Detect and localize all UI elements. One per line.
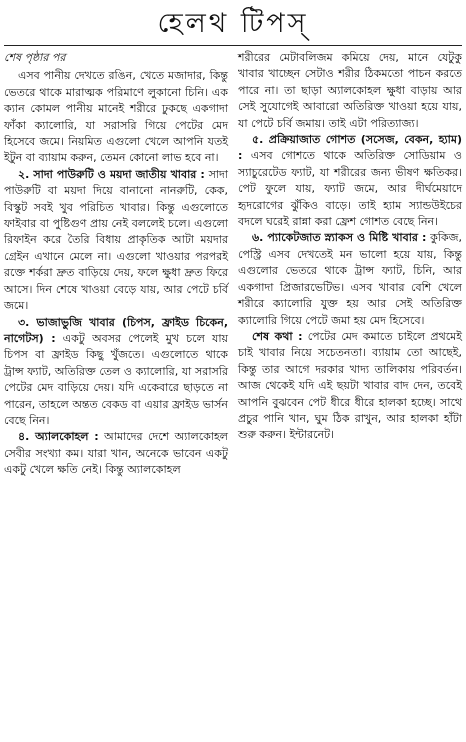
continued-text: শরীরের মেটাবলিজম কমিয়ে দেয়, মানে যেটুকু খাবার খাচ্ছেন সেটাও শরীর ঠিকমতো পাচন করতে পারে না। তা ছাড়া অ্যালকোহল ক্ষুধা বাড়ায় আর সেই সুযোগেই আবারো অতিরিক্ত খাওয়া হয়ে যায়, যা পেটে চর্বি জমায়। তাই এটা পরিত্যাজ্য। bbox=[238, 51, 462, 130]
item-2-heading: ২. সাদা পাউরুটি ও ময়দা জাতীয় খাবার : bbox=[18, 167, 205, 181]
title-rule bbox=[4, 45, 462, 46]
item-4-text: আমাদের দেশে অ্যালকোহল সেবীর সংখ্যা কম। যারা খান, অনেকে ভাবেন একটু একটু খেলে ক্ষতি নেই। কিন্তু অ্যালকোহল bbox=[4, 430, 228, 477]
item-3-heading: ৩. ভাজাভুজি খাবার (চিপস, ফ্রাইড চিকেন, নাগেটস) : bbox=[4, 315, 228, 345]
item-5-text: এসব গোশতে থাকে অতিরিক্ত সোডিয়াম ও স্যাচুরেটেড ফ্যাট, যা শরীরের জন্য ভীষণ ক্ষতিকর। পেট ফুলে যায়, ফ্যাট জমে, আর দীর্ঘমেয়াদে হৃদরোগের ঝুঁকিও বাড়ে। তাই হ্যাম স্যান্ডউইচের বদলে ঘরেই রান্না করা ফ্রেশ গোশত বেছে নিন। bbox=[238, 149, 462, 229]
intro-paragraph bbox=[4, 68, 228, 166]
item-4-heading: ৪. অ্যালকোহল : bbox=[18, 430, 99, 444]
item-2-text: সাদা পাউরুটি বা ময়দা দিয়ে বানানো নানরুটি, কেক, বিস্কুট সবই খুব পরিচিত খাবার। কিন্তু এগুলোতে ফাইবার বা পুষ্টিগুণ প্রায় নেই বললেই চলে। এগুলো রিফাইন করে তৈরি বিধায় প্রাকৃতিক আটা ময়দার গ্রেইন এখানে মেলে না। এগুলো খাওয়ার পরপরই রক্তে শর্করা দ্রুত বাড়িয়ে দেয়, ফলে ক্ষুধা দ্রুত ফিরে আসে। দিন শেষে খাওয়া বেড়ে যায়, আর পেটে চর্বি জমে। bbox=[4, 167, 228, 313]
item-4-paragraph bbox=[4, 429, 228, 478]
item-3-text: একটু অবসর পেলেই মুখ চলে যায় চিপস বা ফ্রাইড কিছু খুঁজতে। এগুলোতে থাকে ট্রান্স ফ্যাট, অতিরিক্ত তেল ও ক্যালোরি, যা সরাসরি পেটের মেদ বাড়িয়ে দেয়। যদি একেবারে ছাড়তে না পারেন, তাহলে অন্তত বেকড বা এয়ার ফ্রাইড ভার্সন বেছে নিন। bbox=[4, 331, 228, 427]
item-5-paragraph bbox=[238, 132, 462, 230]
conclusion-paragraph bbox=[238, 329, 462, 444]
continued-note: শেষ পৃষ্ঠার পর bbox=[4, 51, 66, 64]
left-column bbox=[4, 50, 228, 479]
item-2-paragraph bbox=[4, 167, 228, 315]
item-6-paragraph bbox=[238, 230, 462, 328]
right-column bbox=[238, 50, 462, 444]
item-3-paragraph bbox=[4, 315, 228, 430]
continued-paragraph bbox=[238, 50, 462, 132]
item-6-text: কুকিজ, পেস্ট্রি এসব দেখতেই মন ভালো হয়ে যায়, কিন্তু এগুলোর ভেতরে থাকে ট্রান্স ফ্যাট, চিনি, আর একগাদা প্রিজারভেটিভ। এসব খাবার বেশি খেলে শরীরে ক্যালোরি যুক্ত হয় আর সেই অতিরিক্ত ক্যালোরি গিয়ে পেটে জমা হয় মেদ হিসেবে। bbox=[238, 231, 462, 327]
section-title: হেলথ টিপস্‌ bbox=[157, 8, 309, 39]
item-5-heading: ৫. প্রক্রিয়াজাত গোশত (সসেজ, বেকন, হ্যাম) : bbox=[238, 133, 462, 163]
conclusion-heading: শেষ কথা : bbox=[252, 329, 303, 343]
conclusion-text: পেটের মেদ কমাতে চাইলে প্রথমেই চাই খাবার নিয়ে সচেতনতা। ব্যায়াম তো আছেই, কিন্তু তার আগে দরকার খাদ্য তালিকায় পরিবর্তন। আজ থেকেই যদি এই ছয়টা খাবার বাদ দেন, তবেই আপনি বুঝবেন পেট ধীরে ধীরে হালকা হচ্ছে। সাথে প্রচুর পানি খান, ঘুম ঠিক রাখুন, আর হালকা হাঁটা শুরু করুন। ইন্টারনেট। bbox=[238, 329, 462, 442]
intro-text: এসব পানীয় দেখতে রঙিন, খেতে মজাদার, কিন্তু ভেতরে থাকে মারাত্মক পরিমাণে লুকানো চিনি। এক ক্যান কোমল পানীয় মানেই শরীরে ঢুকছে একগাদা ফাঁকা ক্যালোরি, যা সরাসরি গিয়ে পেটের মেদ হিসেবে জমে। নিয়মিত এগুলো খেলে আপনি যতই ইটুন বা ব্যায়াম করুন, তেমন কোনো লাভ হবে না। bbox=[4, 69, 228, 165]
item-6-heading: ৬. প্যাকেটজাত স্ন্যাকস ও মিষ্টি খাবার : bbox=[252, 231, 427, 245]
